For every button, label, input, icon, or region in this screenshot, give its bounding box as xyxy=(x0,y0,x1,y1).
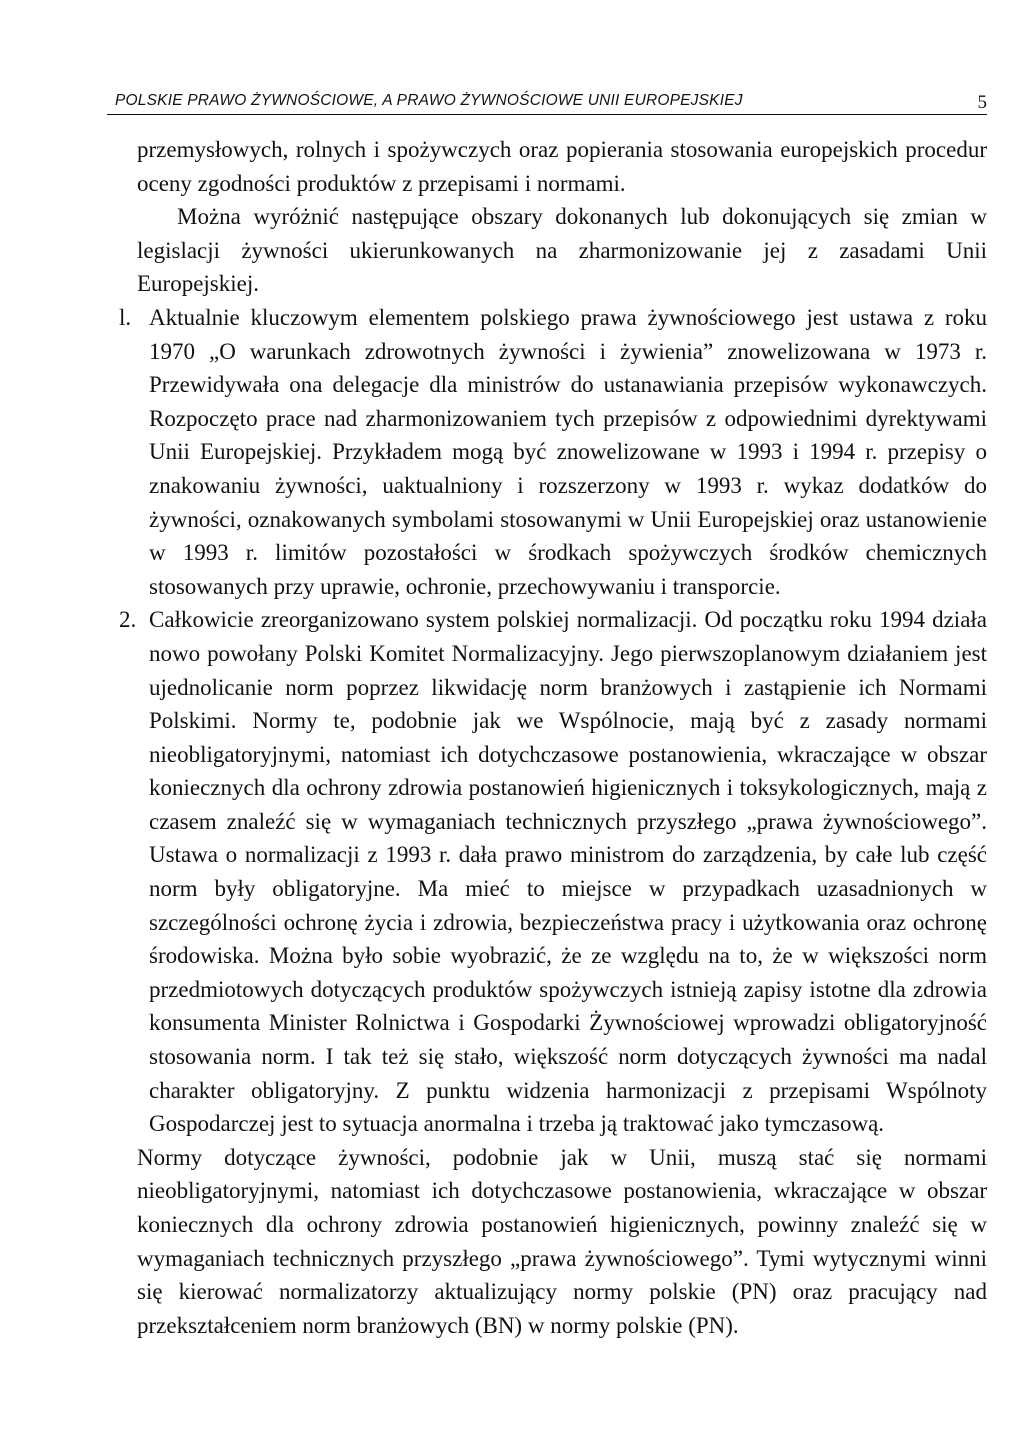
intro-paragraph: przemysłowych, rolnych i spożywczych oraz popierania stosowania europejskich procedur oceny zgodności produktów z przepisami i normami. xyxy=(137,137,987,196)
list-marker: 2. xyxy=(119,607,137,633)
list-item-text: Aktualnie kluczowym elementem polskiego prawa żywnościowego jest ustawa z roku 1970 „O warunkach zdrowotnych żywności i żywienia” znowelizowana w 1973 r. Przewidywała ona delegacje dla ministrów do ustanawiania przepisów wykonawczych. Rozpoczęto prace nad zharmonizowaniem tych przepisów z odpowiednimi dyrektywami Unii Europejskiej. Przykładem mogą być znowelizowane w 1993 i 1994 r. przepisy o znakowaniu żywności, uaktualniony i rozszerzony w 1993 r. wykaz dodatków do żywności, oznakowanych symbolami stosowanymi w Unii Europejskiej oraz ustanowienie w 1993 r. limitów pozostałości w środkach spożywczych środków chemicznych stosowanych przy uprawie, ochronie, przechowywaniu i transporcie. xyxy=(149,304,987,599)
list-item-text: Całkowicie zreorganizowano system polskiej normalizacji. Od początku roku 1994 działa nowo powołany Polski Komitet Normalizacyjny. Jego pierwszoplanowym działaniem jest ujednolicanie norm poprzez likwidację norm branżowych i zastąpienie ich Normami Polskimi. Normy te, podobnie jak we Wspólnocie, mają być z zasady normami nieobligatoryjnymi, natomiast ich dotychczasowe postanowienia, wkraczające w obszar koniecznych dla ochrony zdrowia postanowień higienicznych i toksykologicznych, mają z czasem znaleźć się w wymaganiach technicznych przyszłego „prawa żywnościowego”. Ustawa o normalizacji z 1993 r. dała prawo ministrom do zarządzenia, by całe lub część norm były obligatoryjne. Ma mieć to miejsce w przypadkach uzasadnionych w szczególności ochronę życia i zdrowia, bezpieczeństwa pracy i użytkowania oraz ochronę środowiska. Można było sobie wyobrazić, że ze względu na to, że w większości norm przedmiotowych dotyczących produktów spożywczych istnieją zapisy istotne dla zdrowia konsumenta Minister Rolnictwa i Gospodarki Żywnościowej wprowadzi obligatoryjność stosowania norm. I tak też się stało, większość norm dotyczących żywności ma nadal charakter obligatoryjny. Z punktu widzenia harmonizacji z przepisami Wspólnoty Gospodarczej jest to sytuacja anormalna i trzeba ją traktować jako tymczasową. xyxy=(149,607,987,1137)
document-page xyxy=(107,84,987,1342)
closing-paragraph: Normy dotyczące żywności, podobnie jak w Unii, muszą stać się normami nieobligatoryjnymi, natomiast ich dotychczasowe postanowienia, wkraczające w obszar koniecznych dla ochrony zdrowia postanowień higienicznych, powinny znaleźć się w wymaganiach technicznych przyszłego „prawa żywnościowego”. Tymi wytycznymi winni się kierować normalizatorzy aktualizujący normy polskie (PN) oraz pracujący nad przekształceniem norm branżowych (BN) w normy polskie (PN). xyxy=(137,1144,987,1338)
running-header xyxy=(107,84,987,115)
list-marker: l. xyxy=(119,304,132,330)
list-item xyxy=(107,301,987,603)
page-number: 5 xyxy=(977,92,987,113)
lead-paragraph: Można wyróżnić następujące obszary dokonanych lub dokonujących się zmian w legislacji żywności ukierunkowanych na zharmonizowanie jej z zasadami Unii Europejskiej. xyxy=(137,204,987,297)
list-item xyxy=(107,603,987,1141)
running-title: POLSKIE PRAWO ŻYWNOŚCIOWE, A PRAWO ŻYWNOŚCIOWE UNII EUROPEJSKIEJ xyxy=(115,92,743,109)
